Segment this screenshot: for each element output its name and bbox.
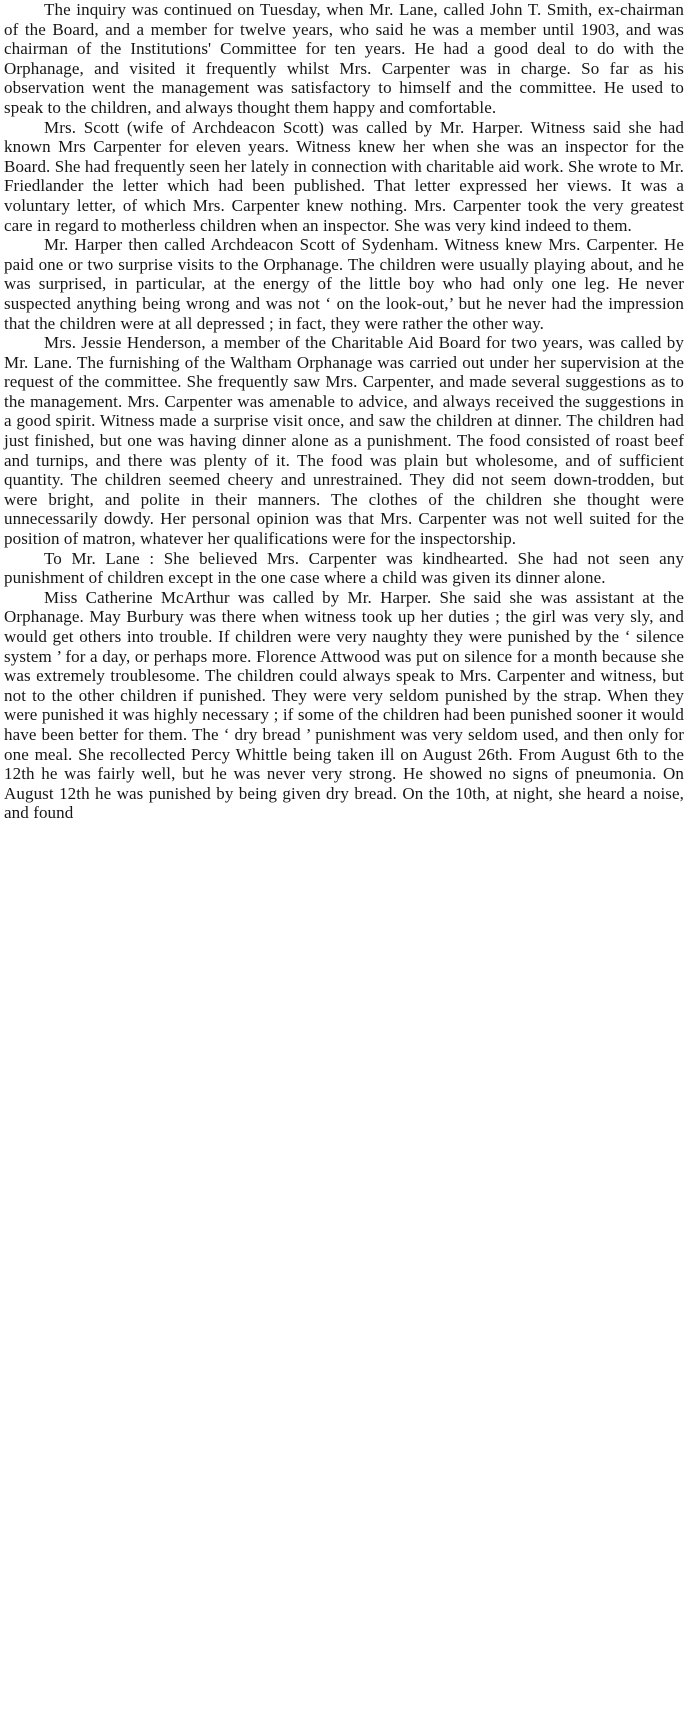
paragraph-henderson-testimony: Mrs. Jessie Henderson, a member of the Charitable Aid Board for two years, was called by Mr. Lane. The furnishing of the Waltham Orphanage was carried out under her supervision at the request of the committee. She frequently saw Mrs. Carpenter, and made several suggestions as to the management. Mrs. Carpenter was amenable to advice, and always received the suggestions in a good spirit. Witness made a surprise visit once, and saw the children at dinner. The children had just finished, but one was having dinner alone as a punishment. The food consisted of roast beef and turnips, and there was plenty of it. The food was plain but wholesome, and of sufficient quantity. The children seemed cheery and unrestrained. They did not seem down-trodden, but were bright, and polite in their manners. The clothes of the children she thought were unnecessarily dowdy. Her personal opinion was that Mrs. Carpenter was not well suited for the position of matron, whatever her qualifications were for the inspectorship. [4, 333, 684, 549]
paragraph-mcarthur-testimony: Miss Catherine McArthur was called by Mr. Harper. She said she was assistant at the Orphanage. May Burbury was there when witness took up her duties ; the girl was very sly, and would get others into trouble. If children were very naughty they were punished by the ‘ silence system ’ for a day, or perhaps more. Florence Attwood was put on silence for a month because she was extremely troublesome. The children could always speak to Mrs. Carpenter and witness, but not to the other children if punished. They were very seldom punished by the strap. When they were punished it was highly necessary ; if some of the children had been punished sooner it would have been better for them. The ‘ dry bread ’ punishment was very seldom used, and then only for one meal. She recollected Percy Whittle being taken ill on August 26th. From August 6th to the 12th he was fairly well, but he was never very strong. He showed no signs of pneumonia. On August 12th he was punished by being given dry bread. On the 10th, at night, she heard a noise, and found [4, 587, 684, 823]
paragraph-archdeacon-scott-testimony: Mr. Harper then called Archdeacon Scott of Sydenham. Witness knew Mrs. Carpenter. He paid one or two surprise visits to the Orphanage. The children were usually playing about, and he was surprised, in particular, at the energy of the little boy who had only one leg. He never suspected anything being wrong and was not ‘ on the look-out,’ but he never had the impression that the children were at all depressed ; in fact, they were rather the other way. [4, 235, 684, 333]
paragraph-mrs-scott-testimony: Mrs. Scott (wife of Archdeacon Scott) was called by Mr. Harper. Witness said she had known Mrs Carpenter for eleven years. Witness knew her when she was an inspector for the Board. She had frequently seen her lately in connection with charitable aid work. She wrote to Mr. Friedlander the letter which had been published. That letter expressed her views. It was a voluntary letter, of which Mrs. Carpenter knew nothing. Mrs. Carpenter took the very greatest care in regard to motherless children when an inspector. She was very kind indeed to them. [4, 117, 684, 235]
paragraph-smith-testimony: The inquiry was continued on Tuesday, when Mr. Lane, called John T. Smith, ex-chairman of the Board, and a member for twelve years, who said he was a member until 1903, and was chairman of the Institutions' Committee for ten years. He had a good deal to do with the Orphanage, and visited it frequently whilst Mrs. Carpenter was in charge. So far as his observation went the management was satisfactory to himself and the committee. He used to speak to the children, and always thought them happy and comfortable. [4, 0, 684, 117]
article-column [4, 0, 684, 823]
paragraph-to-mr-lane: To Mr. Lane : She believed Mrs. Carpenter was kindhearted. She had not seen any punishment of children except in the one case where a child was given its dinner alone. [4, 548, 684, 588]
